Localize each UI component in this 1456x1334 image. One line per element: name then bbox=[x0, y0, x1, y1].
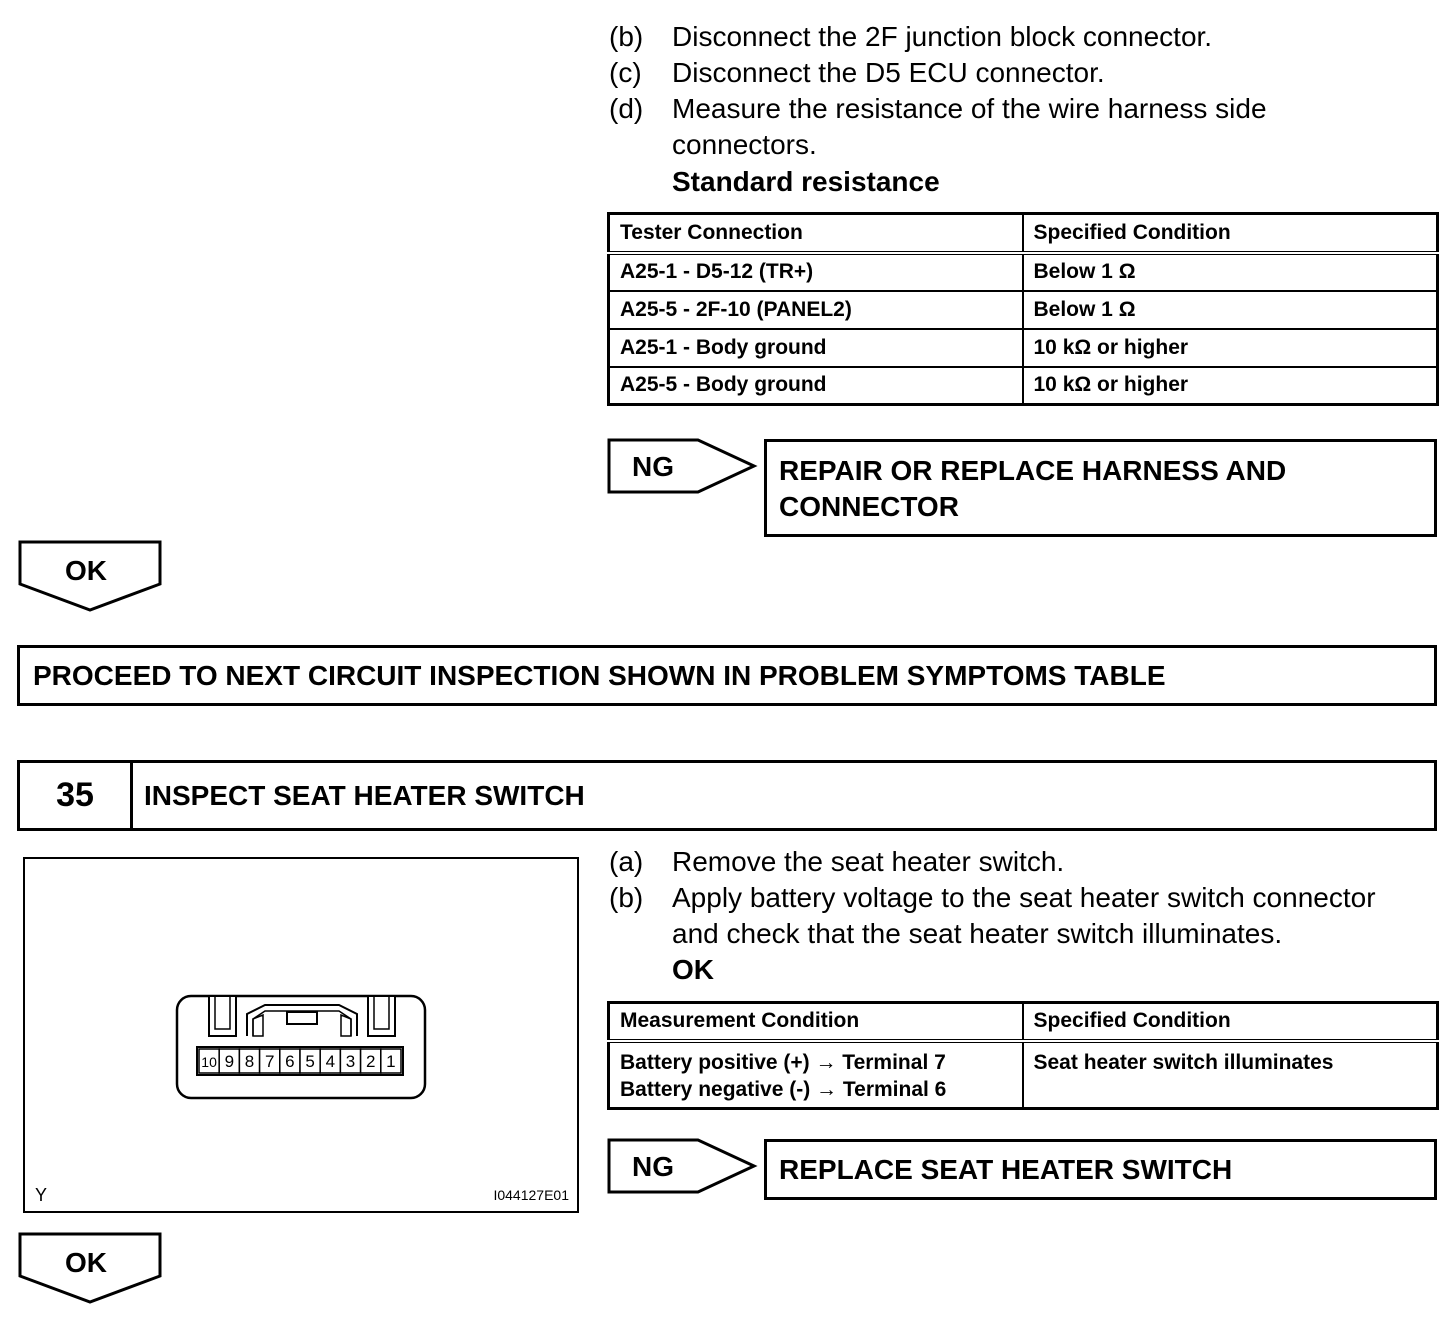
ng-arrow-label: NG bbox=[632, 1151, 674, 1182]
header-tester-connection: Tester Connection bbox=[609, 214, 1023, 253]
connector-drawing bbox=[25, 859, 577, 1211]
diagram-image-id: I044127E01 bbox=[493, 1187, 569, 1203]
ng-result-text: REPLACE SEAT HEATER SWITCH bbox=[779, 1154, 1233, 1185]
ng-arrow-2 bbox=[606, 1136, 758, 1196]
table-row bbox=[609, 329, 1438, 367]
tester-connection-cell: A25-5 - 2F-10 (PANEL2) bbox=[609, 291, 1023, 329]
resistance-table bbox=[607, 212, 1439, 406]
step-text: Remove the seat heater switch. bbox=[672, 846, 1065, 877]
step-c-top bbox=[609, 55, 1449, 91]
measurement-condition-line-1: Battery positive (+) → Terminal 7 bbox=[620, 1050, 946, 1074]
step-text-continued: connectors. bbox=[672, 129, 817, 160]
terminal-number: 7 bbox=[264, 1052, 275, 1071]
step-label: (a) bbox=[609, 846, 644, 877]
ok-arrow-label: OK bbox=[65, 1247, 107, 1278]
ng-arrow-1 bbox=[606, 436, 758, 496]
ng-result-line-1: REPAIR OR REPLACE HARNESS AND bbox=[779, 455, 1287, 486]
measurement-table bbox=[607, 1001, 1439, 1110]
terminal-number: 10 bbox=[201, 1054, 217, 1070]
diagram-corner-label: Y bbox=[35, 1185, 48, 1205]
step-a-bottom bbox=[609, 844, 1449, 880]
header-measurement-condition: Measurement Condition bbox=[609, 1003, 1023, 1041]
table-header-row bbox=[609, 214, 1438, 253]
step-label: (d) bbox=[609, 93, 644, 124]
step-text: Disconnect the D5 ECU connector. bbox=[672, 57, 1105, 88]
table-row bbox=[609, 367, 1438, 405]
terminal-number: 6 bbox=[285, 1052, 295, 1071]
proceed-box bbox=[17, 645, 1437, 706]
step-d-top bbox=[609, 91, 1449, 163]
header-specified-condition: Specified Condition bbox=[1023, 1003, 1438, 1041]
tester-connection-cell: A25-1 - D5-12 (TR+) bbox=[609, 253, 1023, 291]
step-label: (b) bbox=[609, 882, 644, 913]
terminal-number: 5 bbox=[305, 1052, 315, 1071]
step-text: Disconnect the 2F junction block connector. bbox=[672, 21, 1213, 52]
specified-condition-cell: 10 kΩ or higher bbox=[1023, 329, 1438, 367]
specified-condition-cell: Seat heater switch illuminates bbox=[1023, 1041, 1438, 1109]
header-specified-condition: Specified Condition bbox=[1023, 214, 1438, 253]
terminal-number: 3 bbox=[345, 1052, 356, 1071]
section-title: INSPECT SEAT HEATER SWITCH bbox=[144, 780, 585, 811]
ng-result-line-2: CONNECTOR bbox=[779, 491, 959, 522]
terminal-number: 4 bbox=[325, 1052, 336, 1071]
table-row bbox=[609, 291, 1438, 329]
specified-condition-cell: Below 1 Ω bbox=[1023, 291, 1438, 329]
table-header-row bbox=[609, 1003, 1438, 1041]
standard-resistance-label: Standard resistance bbox=[672, 166, 940, 197]
step-label: (b) bbox=[609, 21, 644, 52]
specified-condition-cell: 10 kΩ or higher bbox=[1023, 367, 1438, 405]
step-b-top bbox=[609, 19, 1449, 55]
connector-diagram bbox=[23, 857, 579, 1213]
section-header bbox=[17, 760, 1437, 831]
lock-slot-right bbox=[368, 996, 395, 1036]
tester-connection-cell: A25-1 - Body ground bbox=[609, 329, 1023, 367]
terminal-number: 9 bbox=[224, 1052, 235, 1071]
step-label: (c) bbox=[609, 57, 642, 88]
ng-arrow-shape bbox=[609, 440, 754, 492]
terminal-number: 2 bbox=[365, 1052, 376, 1071]
step-b-bottom bbox=[609, 880, 1449, 952]
table-row bbox=[609, 253, 1438, 291]
lock-slot-left bbox=[209, 996, 236, 1036]
measurement-condition-line-2: Battery negative (-) → Terminal 6 bbox=[620, 1077, 947, 1101]
table-row bbox=[609, 1041, 1438, 1109]
specified-condition-cell: Below 1 Ω bbox=[1023, 253, 1438, 291]
ng-result-box-1 bbox=[764, 439, 1437, 537]
step-text: Apply battery voltage to the seat heater switch connector bbox=[672, 882, 1376, 913]
ng-result-box-2 bbox=[764, 1139, 1437, 1200]
terminals bbox=[199, 1049, 401, 1073]
step-text-continued: and check that the seat heater switch illuminates. bbox=[672, 918, 1283, 949]
proceed-text: PROCEED TO NEXT CIRCUIT INSPECTION SHOWN IN PROBLEM SYMPTOMS TABLE bbox=[33, 660, 1166, 691]
ng-arrow-shape bbox=[609, 1140, 754, 1192]
ok-arrow-2 bbox=[16, 1230, 164, 1306]
tester-connection-cell: A25-5 - Body ground bbox=[609, 367, 1023, 405]
terminal-number: 1 bbox=[386, 1052, 396, 1071]
step-text: Measure the resistance of the wire harness side bbox=[672, 93, 1267, 124]
section-number: 35 bbox=[20, 763, 133, 828]
ok-label: OK bbox=[672, 954, 714, 985]
ok-arrow-label: OK bbox=[65, 555, 107, 586]
ok-arrow-1 bbox=[16, 538, 164, 614]
terminal-number: 8 bbox=[244, 1052, 255, 1071]
ng-arrow-label: NG bbox=[632, 451, 674, 482]
